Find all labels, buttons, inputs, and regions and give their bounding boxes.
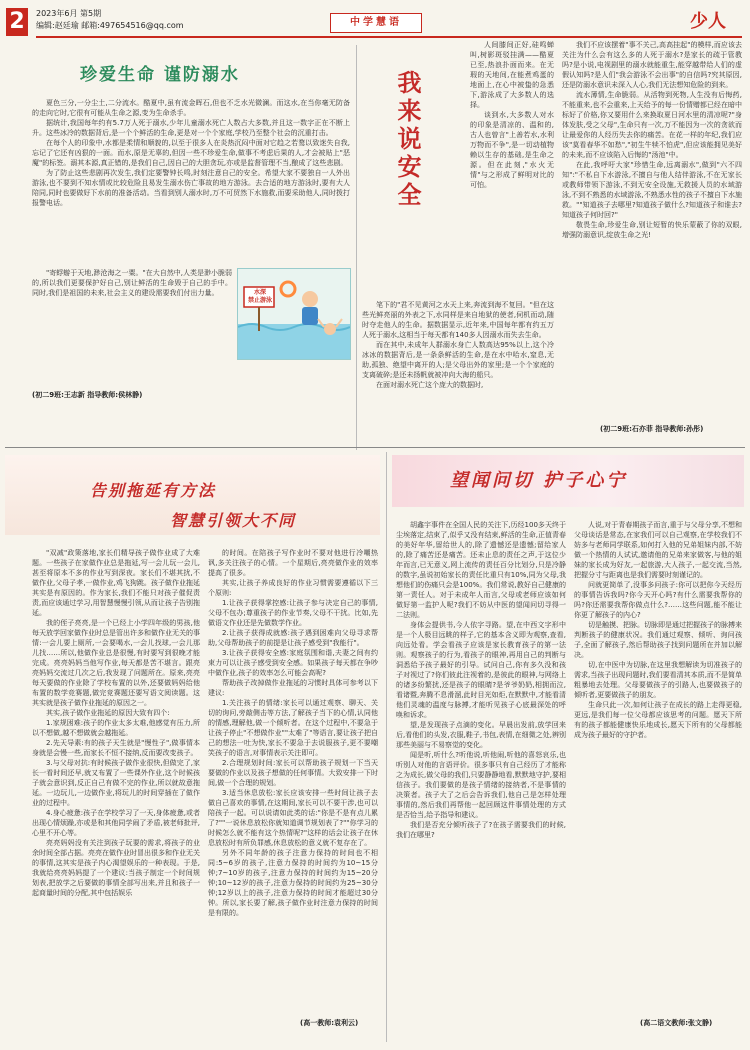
article3-paragraph: 1.让孩子获得掌控感:让孩子参与决定自己的事情,父母不包办;尊重孩子的作业节奏,父母不干扰。比如,先做语文作业还是先做数学作业。 bbox=[208, 599, 378, 627]
header-rule bbox=[36, 36, 742, 38]
header-meta bbox=[36, 8, 184, 32]
warning-sign-text: 水深 禁止游泳 bbox=[247, 289, 272, 304]
article3-paragraph: 亮亮妈妈没有关注到孩子玩要的需求,将孩子的业余时间全部占据。亮亮在做作业时冒出很多和作业无关的事情,这其实是孩子内心渴望娱乐的一种表现。于是,我就给亮亮妈妈提了一个建议:当孩子制定一个时间规划表,把放学之后要做的事情全部写出来,并且和孩子一起商量时间的分配,其中包括娱乐 bbox=[32, 839, 200, 897]
article4-paragraph: 身体会提供书,今人依字寻路。望,在中西文字形中是一个人极目远眺的样子,它的基本含义即为观察,查看,向远处看。学会看孩子应该是家长教育孩子的第一法则。观察孩子的行为,看孩子的眼神,再用自己的判断与洞悉给予孩子最好的引导。试问自己,你有多久没和孩子对视过了?你们彼此注视着的,是彼此的眼神,与网络上的诸多纷繁扰,还是孩子的眼睛?是爷爷奶奶,相拥而泣,看诸暨,奔腾不息滑溜,此时目光如炬,在默默中,才能看清他们灵魂的温度与脉搏,才能听见孩子心底最深处的呼唤和诉求。 bbox=[396, 621, 566, 719]
article2-paragraph: 我们不应该摆着"事不关己,高高挂起"的模样,而应该去关注为什么会有这么多的人死于溺水?是家长的疏于管教吗?是小说,电视剧里的溺水就能重生,能穿越带给人们的虚假认知吗?是人们"我会游泳不会出事"的自信吗?究其原因,还是防溺水意识未深入人心,我们无法想知危险的到来。 bbox=[562, 41, 742, 89]
article1-paragraph: "寄蜉蝣于天地,渺沧海之一粟。"在大自然中,人类是渺小脆弱的,所以我们更要保护好自己,别让鲜活的生命毁于自己的手中。同时,我们是祖国的未来,社会主义的建设需要我们付出力量。 bbox=[32, 269, 232, 297]
illustration-drowning-warning bbox=[237, 268, 351, 360]
article2-paragraph: 在面对溺水死亡这个庞大的数据时, bbox=[376, 381, 484, 389]
article3-paragraph: 3.与父母对抗:有时候孩子做作业很快,但做完了,家长一看时间还早,就又布置了一些课外作业,这个时候孩子就会意识到,反正自己有做不完的作业,所以就故意拖延。一边玩儿,一边做作业,将玩儿的时间穿插在了做作业的过程中。 bbox=[32, 759, 200, 807]
article3-paragraph: 其实,孩子做作业拖延的原因大致有四个: bbox=[46, 709, 170, 717]
article4-paragraph: 切是触摸、把脉。切脉即是通过把握孩子的脉搏来判断孩子的健康状况。我们通过观察、倾听、询问孩子,全面了解孩子,然后帮助孩子找到问题所在并加以解决。 bbox=[574, 621, 742, 659]
article1-paragraph: 夏色三分,一分尘土,二分流水。酷夏中,虽有流金晖石,但也不乏水光微澜。而这水,在当你毫无防备的走向它时,它很有可能从生命之源,变为生命杀手。 bbox=[32, 99, 350, 117]
article4-paragraph: 生命只此一次,如何让孩子在成长的路上走得更稳,更远,是我们每一位父母都应该思考的问题。愿天下所有的孩子都能健康快乐地成长,愿天下所有的父母都能成为孩子最好的守护者。 bbox=[574, 701, 742, 739]
brand-logo: 少人 bbox=[690, 11, 726, 32]
article3-paragraph: 帮助孩子改掉做作业拖延的习惯时具体可参考以下建议: bbox=[208, 679, 378, 697]
column-divider bbox=[356, 45, 357, 450]
article1-paragraph: 为了防止这些悲剧再次发生,我们定要警钟长鸣,时刻注意自己的安全。希望大家不要独自一人外出游泳,也不要到不知水情或比较危险且易发生溺水伤亡事故的地方游泳。去合适的地方游泳时,要有大人陪同,同时也要做好下水前的准备活动。当看到别人溺水时,万不可贸然下水施救,而要采助他人,同时拨打报警电话。 bbox=[32, 169, 350, 207]
article3-paragraph: 我的侄子亮亮,是一个已经上小学四年级的男孩,他每天放学回家做作业时总是管出许多和做作业无关的事情:一会儿要上厕所,一会要喝水,一会儿找球,一会儿那儿找……所以,他做作业总是很慢,有时要写到很晚才能完成。亮亮妈妈当他写作业,每天都是苦不堪言。跟亮亮妈妈交流过几次之后,我发现了问题所在。原来,亮亮每天要做的作业除了学校布置的以外,还要做妈妈给他布置的数学竞赛题,做完竞赛题还要写语文阅读题。这其实就是孩子做作业拖延的原因之一。 bbox=[32, 619, 200, 707]
article3-paragraph: "双减"政策落地,家长们精导孩子做作业成了大难题。一些孩子在家做作业总是拖延,写一会儿玩一会儿,甚至将原本不多的作业写到深夜。家长们不堪其扰,不做作业,父母子孝,一做作业,鸡飞狗跳。孩子做作业拖延其实是有原因的。作为家长,我们不能只对孩子催促责责,而应该通过学习,用智慧慢慢引领,从而让孩子告别拖延。 bbox=[32, 549, 200, 617]
article3-paragraph: 其实,让孩子养成良好的作业习惯需要遵循以下三个原则: bbox=[208, 579, 378, 597]
article1-paragraph: 据统计,我国每年约有5.7万人死于溺水,少年儿童溺水死亡人数占大多数,并且这一数字正在不断上升。这些冰冷的数据背后,是一个个鲜活的生命,更是对一个个家庭,学校乃至整个社会的沉重打击。 bbox=[32, 119, 350, 137]
article4-paragraph: 望,是发现孩子点滴的变化。早晨出发前,放学回来后,看他们的头发,衣服,鞋子,书包,表情,在细微之处,辨别那些美丽与不易察觉的变化。 bbox=[396, 721, 566, 749]
article2-credit: (初二9班:石亦菲 指导教师:孙彤) bbox=[600, 425, 704, 433]
article3-paragraph: 1.家规困难:孩子的作业太多太难,他感觉有压力,所以不想做,越不想做就会越拖延。 bbox=[32, 719, 200, 737]
article4-paragraph: 问就更简单了,没事多问孩子:你可以把你今天经历的事情告诉我吗?你今天开心吗?有什么需要我帮你的吗?你还需要我帮你做点什么?……这些问题,能不能让你更了解孩子的内心? bbox=[574, 581, 742, 619]
article3-col1 bbox=[32, 548, 200, 1026]
article2-paragraph: 流水薄情,生命脆弱。从活物到死物,人生没有后悔药,不能重来,也不会重来,上天给予的每一份情赠都已经在暗中标好了价格,你又要用什么来换取夏日河水里的清凉呢?"身体发肤,受之父母",生命只有一次,万不能因为一次的贪欲而让最爱你的人经历失去你的痛苦。在花一样的年纪,我们应该"莫看春华不如愁","初生牛犊不怕虎",但应该能拥见美好的未来,而不应该陷入后悔的"汤池"中。 bbox=[562, 91, 742, 159]
article2-paragraph: 在此,我呼吁大家"珍惜生命,远离溺水",做到"六不四知":"不私自下水游泳,不擅自与他人结伴游泳,不在无家长或教师带领下游泳,不到无安全设施,无救援人员的水域游泳,不到不熟悉的水域游泳,不熟悉水性的孩子不擅自下水施救。""知道孩子去哪里?知道孩子做什么?知道孩子和谁去?知道孩子何时回?" bbox=[562, 161, 742, 219]
article1-body-top bbox=[32, 98, 350, 263]
article4-title: 望闻问切 护子心宁 bbox=[450, 470, 628, 491]
article4-col1 bbox=[396, 520, 566, 1025]
article2-paragraph: 敬畏生命,珍爱生命,别让短暂的快乐蒙蔽了你的双眼,增强防溺意识,绽放生命之光! bbox=[562, 221, 742, 239]
article2-paragraph: 人间膝间正好,硅鸣蝉叫,树影斑驳挂满——酷夏已至,热浪扑面而来。在无瑕的天地间,在能煮鸡蛋的地面上,在心中被蛰的急悉下,游泳成了大多数人的选择。 bbox=[470, 41, 554, 109]
article3-title-line2: 智慧引领大不同 bbox=[170, 511, 297, 530]
article3-paragraph: 另外不同年龄的孩子注意力保持的时间也不相同:5~6岁的孩子,注意力保持的时间约为10~15分钟;7~10岁的孩子,注意力保持的时间约为15~20分钟;10~12岁的孩子,注意力保持的时间约为25~30分钟;12岁以上的孩子,注意力保持的时间才能超过30分钟。所以,家长要了解,孩子做作业时注意力保持的时间是有限的。 bbox=[208, 849, 378, 917]
article2-col2 bbox=[562, 40, 742, 418]
column-divider bbox=[386, 452, 387, 1042]
article3-paragraph: 3.让孩子获得安全感:家庭氛围和谐,夫妻之间有约束力可以让孩子感受到安全感。如果孩子每天都在争吵中做作业,孩子的效率怎么可能会高呢? bbox=[208, 649, 378, 677]
article3-paragraph: 1.关注孩子的情绪:家长可以通过观察、聊天、关切的询问,旁敲侧击等方法,了解孩子当下的心情,认同他的情感,理解他,做一个倾听者。在这个过程中,不要急于让孩子停止"不想做作业""太难了"等语言,要让孩子把自己的想法一吐为快,家长不要急于去说服孩子,更不要嘲笑孩子的语言,对事情表示关注即可。 bbox=[208, 699, 378, 757]
article4-paragraph: 切,在中医中为切脉,在这里我想解读为切准孩子的需求,当孩子出现问题时,我们要看清其本质,而不是简单粗暴地去处理。父母要做孩子的引路人,也要做孩子的倾听者,更要做孩子的朋友。 bbox=[574, 661, 742, 699]
article4-paragraph: 人说,对于青春期孩子而言,重于与父母分享,不想和父母谈话是常态,在家我们可以自己观察,在学校我们不妨多与老师同学联系,如何打入他的兄弟姐妹内部,不妨做一个热情的人试试,邀请他的兄弟来家做客,与他的姐妹的家长成为好友,一起旅游,大人孩子,一起交流,当然,把握分寸与距离也是我们需要时刻谨记的。 bbox=[574, 521, 742, 579]
article4-credit: (高二语文教师:张文静) bbox=[640, 1019, 713, 1027]
article2-paragraph: 谈到水,大多数人对水的印象是清凉的、温和的,古人也曾言"上善若水,水利万物而不争",是一切动植物赖以生存的基础,是生命之源。但在此刻,"水火无情"与之形成了鲜明对比的可怕。 bbox=[470, 111, 554, 189]
section-divider bbox=[5, 447, 745, 448]
article1-body-bottom bbox=[32, 268, 232, 380]
article4-col2 bbox=[574, 520, 742, 1010]
article3-paragraph: 2.让孩子获得成就感:孩子遇到困难向父母寻求帮助,父母帮助孩子的前提是让孩子感受到"我能行"。 bbox=[208, 629, 378, 647]
article4-paragraph: 胡鑫宇事件在全国人民的关注下,历经100多天终于尘埃落定,结束了,似乎又没有结束,鲜活的生命,正值青春的美好年华,留给世人的,除了遗憾还是遗憾;留给家人的,除了痛苦还是痛苦。还未止息的责任之声,于这位少年而言,已无意义,网上流传的责任百分比划分,只是冷静的数字,虽说初始家长的责任比重只有10%,同为父母,我想他们的伤痛只会是100%。我们常说,教好自己健康的第一责任人。对于未成年人而言,父母或老师应该如何做好第一监护人呢?我们不妨从中医的望闻问切寻得一二法则。 bbox=[396, 521, 566, 619]
article3-paragraph: 2.先天导素:有的孩子天生就是"慢性子",做事情本身就是会慢一些,而家长不恒不接纳,反而要改变孩子。 bbox=[32, 739, 200, 757]
article2-col1-narrow bbox=[470, 40, 554, 300]
article3-title-line1: 告别拖延有方法 bbox=[90, 481, 217, 500]
article2-paragraph: 笔下的"君不见黄河之水天上来,奔流到海不复回。"但在这些光鲜亮丽的外表之下,水同样是来自地狱的使者,伺机而动,随时夺走他人的生命。据数据显示,近年来,中国每年都有约五万人死于溺水,这相当于每天都有140多人因溺水而失去生命。 bbox=[362, 301, 554, 339]
issue-date: 2023年6月 第5期 bbox=[36, 9, 102, 18]
article2-paragraph: 而在其中,未成年人群溺水身亡人数高达95%以上,这个冷冰冰的数据背后,是一条条鲜活的生命,是在水中哈水,窒息,无助,孤独、绝望中离开的人;是父母出外的家里;是一个个家庭的支离破碎;是还未扬帆就被冲向大海的船只。 bbox=[362, 341, 554, 379]
editor-email: 编辑:赵廷瑜 邮箱:497654516@qq.com bbox=[36, 21, 184, 30]
section-title: 中学慧语 bbox=[330, 13, 422, 33]
article1-credit: (初二9班:王志新 指导教师:侯林静) bbox=[32, 391, 143, 399]
page-number: 2 bbox=[6, 8, 28, 36]
article3-paragraph: 2.合理规划时间:家长可以帮助孩子规划一下当天要做的作业以及孩子想做的任何事情。大致安排一下时间,做一个合理的规划。 bbox=[208, 759, 378, 787]
article1-paragraph: 在每个人的印象中,水都是柔情和顺貌的,以至于很多人在炎热沉闷中面对它趋之若鹜以致迷失自我,忘记了它还有凶狠的一面。而水,原是无辜的,但因一些不珍爱生命,做事不考虑后果的人,才会被贴上"恶魔"的标签。溺其本源,真正错的,是我们自己,因自己的大胆贪玩,亦或是监督管理不当,酿成了这些悲剧。 bbox=[32, 139, 350, 167]
article2-title: 我来说安全 bbox=[393, 70, 422, 210]
article1-title: 珍爱生命 谨防溺水 bbox=[80, 65, 240, 85]
article3-credit: (高一教师:袁利云) bbox=[300, 1019, 359, 1027]
article3-paragraph: 3.适当休息放松:家长应该安排一些时间让孩子去做自己喜欢的事情,在这期间,家长可以不要干涉,也可以陪孩子一起。可以说请如此类的话:"你是不是有点儿累了?""一说休息放松你就知道调节规划表了?""你学习的时候怎么就不能有这个热情呢?"这样的话会让孩子在休息放松时有所负罪感,休息放松的意义就不复存在了。 bbox=[208, 789, 378, 847]
article2-col1-wide bbox=[362, 300, 554, 450]
article3-paragraph: 的时间。在陪孩子写作业时不要对他进行冷嘲热讽,多关注孩子的心情。一个星期后,亮亮做作业的效率提高了很多。 bbox=[208, 549, 378, 577]
article3-col2 bbox=[208, 548, 378, 1014]
illustration-svg bbox=[238, 269, 350, 359]
article4-paragraph: 闻是听,听什么?听他说,听他闹,听他的喜怒哀乐,也听别人对他的言语评价。很多事只有自己经历了才能称之为成长,做父母的我们,只要静静地看,默默地守护,要相信孩子。我们要做的是孩子情绪的接纳者,不是事情的决策者。孩子大了之后会告诉我们,他自己是怎样处理事情的,然后我们再帮他一起回顾这件事情处理的方式是否恰当,给予指导和建议。 bbox=[396, 751, 566, 819]
article3-paragraph: 4.身心疲惫:孩子在学校学习了一天,身体疲惫,或者出现心情烦躁,亦或是和其他同学闹了矛盾,被老师批评,心里不开心等。 bbox=[32, 809, 200, 837]
article4-paragraph: 我们是否充分倾听孩子了?在孩子需要我们的时候,我们在哪里? bbox=[396, 821, 566, 839]
